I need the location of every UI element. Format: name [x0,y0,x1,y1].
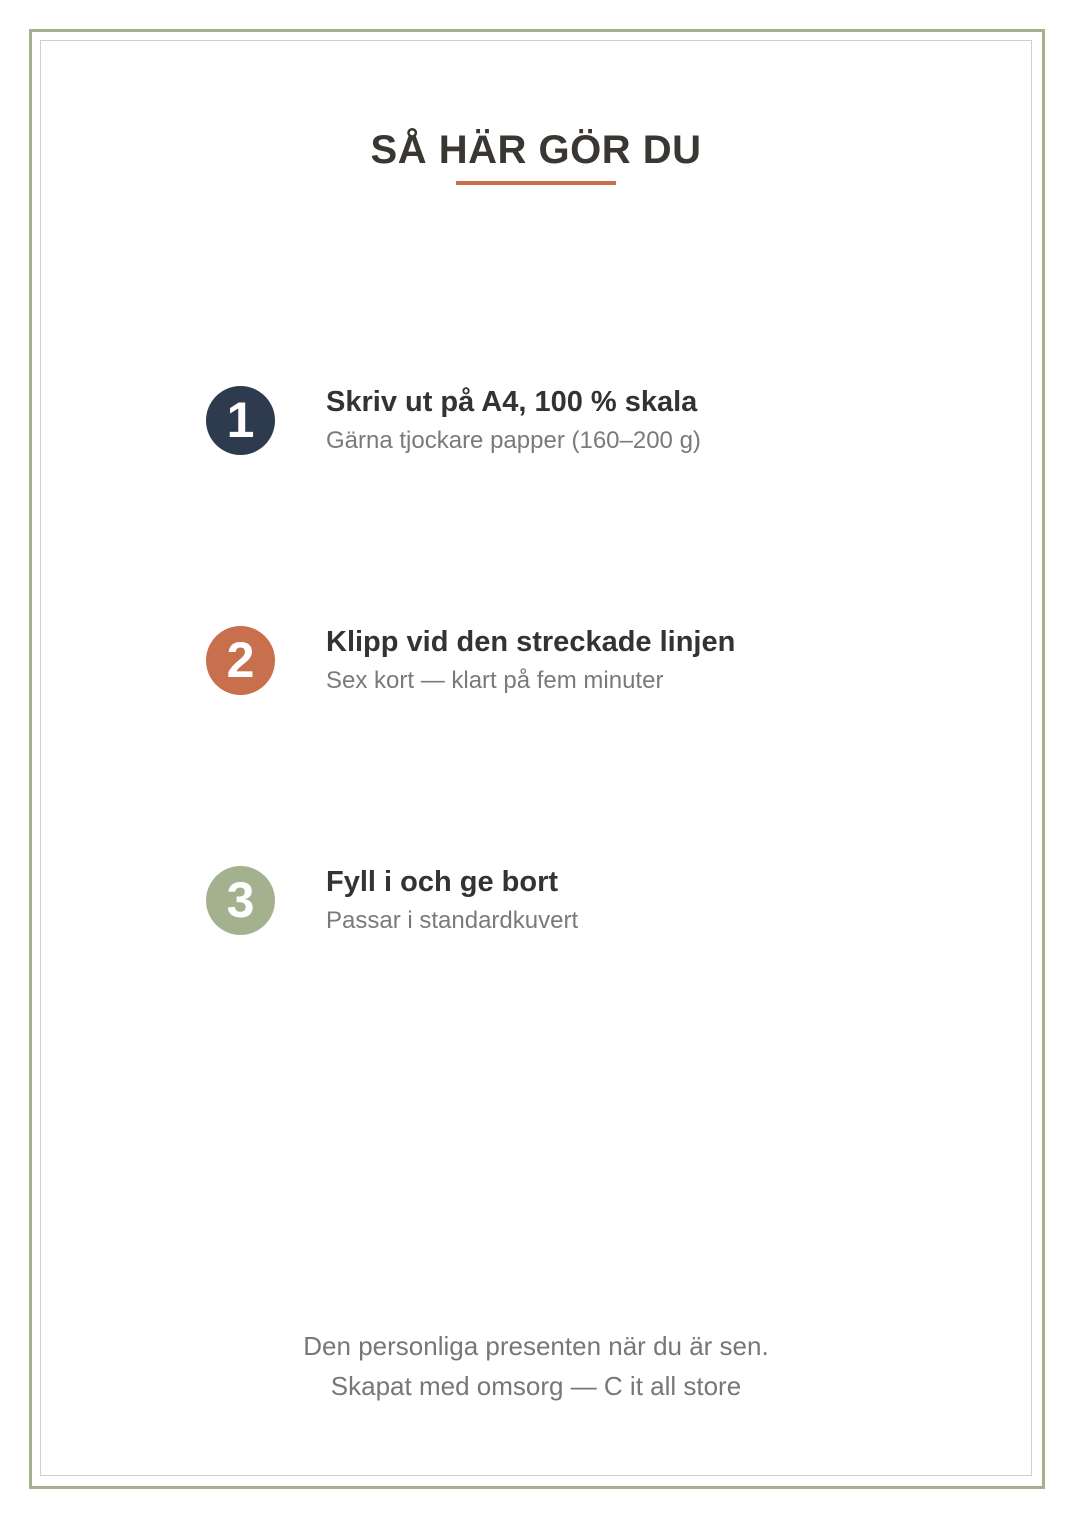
footer-credit: Skapat med omsorg — C it all store [330,1371,742,1401]
step-heading: Skriv ut på A4, 100 % skala [326,386,698,418]
footer-tagline: Den personliga presenten när du är sen. [303,1331,769,1361]
step-2 [206,626,906,706]
step-subtext: Passar i standardkuvert [326,907,579,934]
step-number-badge: 1 [206,386,275,455]
step-subtext: Gärna tjockare papper (160–200 g) [326,427,701,454]
step-number-badge: 2 [206,626,275,695]
step-heading: Fyll i och ge bort [326,866,559,898]
page-title: SÅ HÄR GÖR DU [370,128,702,172]
step-3 [206,866,906,946]
step-1 [206,386,906,466]
title-underline [456,181,616,185]
step-subtext: Sex kort — klart på fem minuter [326,667,664,694]
step-heading: Klipp vid den streckade linjen [326,626,736,658]
inner-border [40,40,1032,1476]
step-number-badge: 3 [206,866,275,935]
